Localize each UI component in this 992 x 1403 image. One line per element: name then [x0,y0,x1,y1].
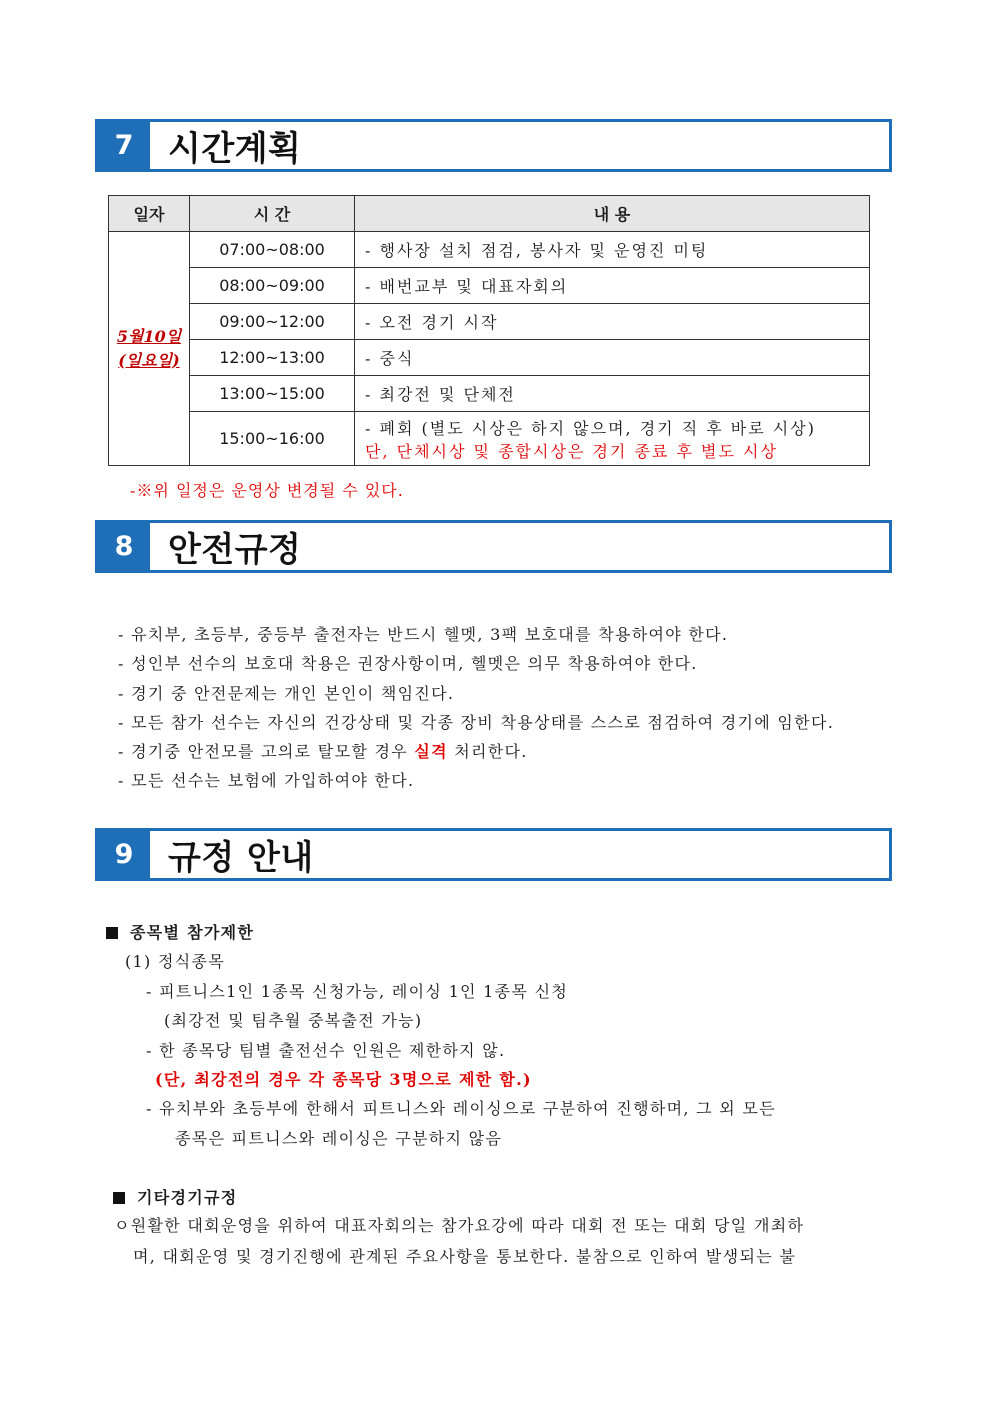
table-row [109,412,870,466]
schedule-header-row [109,196,870,232]
helmet-rule-text: - 경기중 안전모를 고의로 탈모할 경우 [118,742,415,762]
schedule-note: -※위 일정은 운영상 변경될 수 있다. [130,481,404,500]
header-date: 일자 [109,196,190,232]
section-7-title: 시간계획 [168,129,302,169]
section-9-number: 9 [98,831,150,878]
schedule-date-weekday: (일요일) [118,350,180,370]
table-row [109,232,870,268]
disqualify-highlight: 실격 [414,742,448,762]
section-7-number: 7 [98,122,150,169]
schedule-content: - 행사장 설치 점검, 봉사자 및 운영진 미팅 [355,232,870,268]
limits-line-2: (최강전 및 팀추월 중복출전 가능) [164,1011,423,1030]
section-9-title: 규정 안내 [168,838,314,878]
schedule-time: 15:00~16:00 [190,412,355,466]
limits-sub: (1) 정식종목 [125,952,225,971]
section-7-header [95,119,892,172]
table-row [109,268,870,304]
section-8-title: 안전규정 [168,530,302,570]
schedule-time: 08:00~09:00 [190,268,355,304]
other-line-2: 며, 대회운영 및 경기진행에 관계된 주요사항을 통보한다. 불참으로 인하여 발생되는 불 [133,1247,797,1266]
square-bullet-icon [106,927,118,939]
table-row [109,304,870,340]
schedule-table [108,195,870,466]
list-item-helmet-rule [118,737,834,766]
schedule-content-note: 단, 단체시상 및 종합시상은 경기 종료 후 별도 시상 [365,441,778,461]
schedule-content: - 중식 [355,340,870,376]
square-bullet-icon [113,1192,125,1204]
list-item: - 성인부 선수의 보호대 착용은 권장사항이며, 헬멧은 의무 착용하여야 한다. [118,654,698,674]
helmet-rule-text-end: 처리한다. [447,742,528,762]
other-heading: 기타경기규정 [137,1188,238,1207]
limits-heading: 종목별 참가제한 [130,923,255,942]
schedule-content: - 배번교부 및 대표자회의 [355,268,870,304]
schedule-time: 09:00~12:00 [190,304,355,340]
list-item: - 경기 중 안전문제는 개인 본인이 책임진다. [118,683,455,703]
other-line-1: ㅇ원활한 대회운영을 위하여 대표자회의는 참가요강에 따라 대회 전 또는 대회 당일 개최하 [114,1216,805,1235]
table-row [109,376,870,412]
list-item: - 유치부, 초등부, 중등부 출전자는 반드시 헬멧, 3팩 보호대를 착용하여야 한다. [118,625,729,644]
limits-line-6: 종목은 피트니스와 레이싱은 구분하지 않음 [175,1129,503,1148]
schedule-content: - 오전 경기 시작 [355,304,870,340]
schedule-date-day: 5월10일 [116,326,182,346]
section-8-header [95,520,892,573]
list-item: - 모든 참가 선수는 자신의 건강상태 및 각종 장비 착용상태를 스스로 점검하여 경기에 임한다. [118,712,835,732]
schedule-content: - 최강전 및 단체전 [355,376,870,412]
header-time: 시 간 [190,196,355,232]
list-item: - 모든 선수는 보험에 가입하여야 한다. [118,771,415,791]
limits-line-3: - 한 종목당 팀별 출전선수 인원은 제한하지 않. [146,1041,506,1060]
schedule-content: - 폐회 (별도 시상은 하지 않으며, 경기 직 후 바로 시상) [365,418,816,438]
safety-rules-list [118,620,834,796]
other-heading-row [113,1185,238,1208]
table-row [109,340,870,376]
header-content: 내 용 [355,196,870,232]
schedule-time: 07:00~08:00 [190,232,355,268]
schedule-date [109,232,190,466]
section-9-header [95,828,892,881]
section-8-number: 8 [98,523,150,570]
limits-line-1: - 피트니스1인 1종목 신청가능, 레이싱 1인 1종목 신청 [146,982,569,1001]
schedule-time: 12:00~13:00 [190,340,355,376]
limits-line-5: - 유치부와 초등부에 한해서 피트니스와 레이싱으로 구분하여 진행하며, 그 외 모든 [146,1099,776,1118]
limits-line-4: (단, 최강전의 경우 각 종목당 3명으로 제한 함.) [155,1070,532,1089]
limits-heading-row [106,920,254,943]
schedule-content-multiline [355,412,870,466]
schedule-time: 13:00~15:00 [190,376,355,412]
